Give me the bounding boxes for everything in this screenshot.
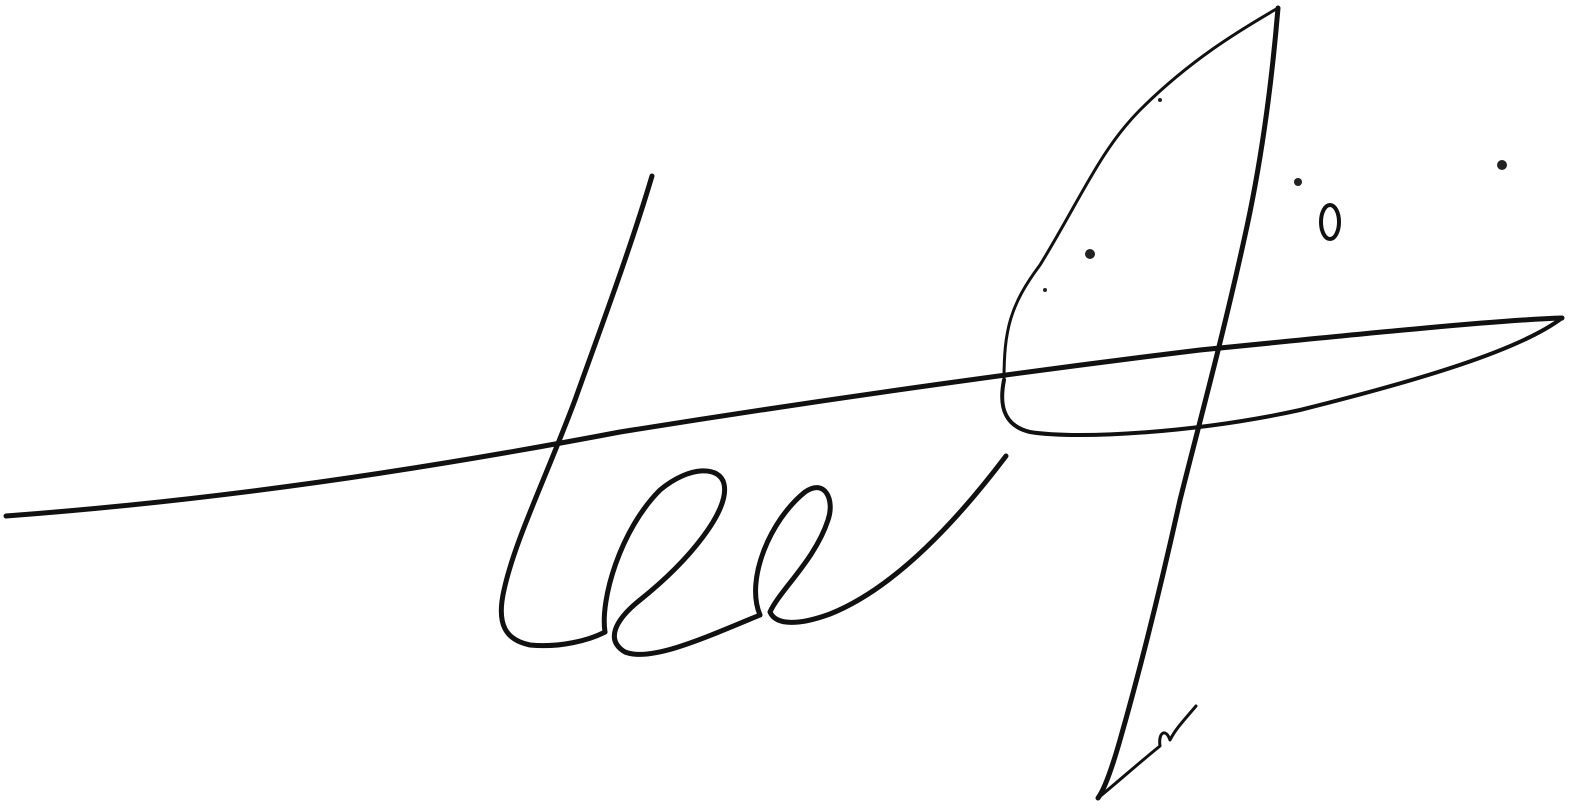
ink-speck (1085, 249, 1095, 259)
signature-second-loop (756, 456, 1006, 622)
signature-tall-loop-left (1004, 8, 1278, 380)
ink-speck-ring (1321, 205, 1339, 239)
ink-speck (1158, 98, 1162, 102)
signature-flourish-return (1002, 318, 1562, 435)
signature-baseline-stroke (6, 318, 1562, 516)
signature-bottom-tail (1098, 706, 1196, 798)
ink-speck (1497, 160, 1507, 170)
signature-first-loop (604, 471, 760, 655)
signature-first-letter-stem (501, 176, 652, 646)
ink-speck (1043, 288, 1047, 292)
ink-speck (1294, 178, 1302, 186)
